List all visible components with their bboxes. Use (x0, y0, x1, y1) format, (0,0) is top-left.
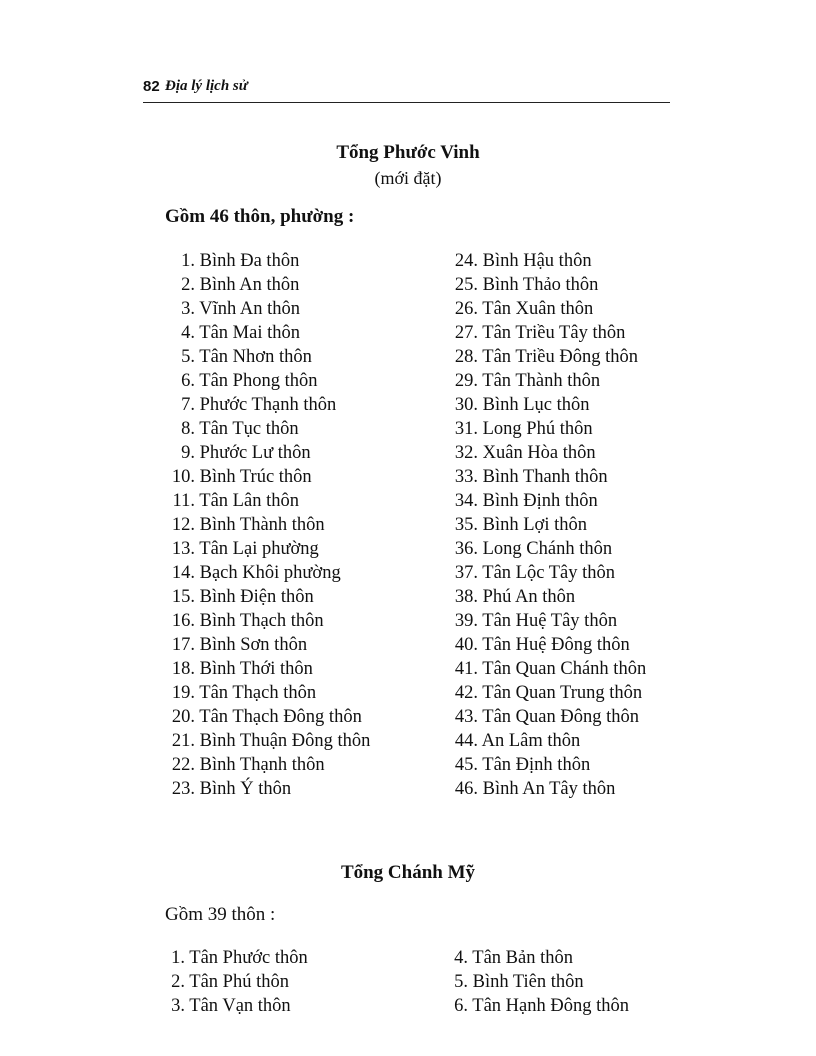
list-item (165, 297, 370, 321)
item-number: 19. (171, 683, 195, 703)
list-item (448, 489, 646, 513)
item-number: 21. (171, 731, 195, 751)
item-name: Tân Thạch thôn (199, 683, 317, 703)
item-name: Bình An Tây thôn (482, 779, 616, 799)
running-header (143, 78, 670, 103)
item-name: Phước Thạnh thôn (199, 395, 337, 415)
list-item (165, 729, 370, 753)
list-item (448, 297, 646, 321)
village-list-right (438, 946, 629, 1018)
item-number: 29. (454, 371, 478, 391)
list-item (448, 753, 646, 777)
item-number: 46. (454, 779, 478, 799)
list-item (165, 705, 370, 729)
item-number: 6. (454, 996, 468, 1016)
list-item (448, 777, 646, 801)
item-name: Bình Lục thôn (482, 395, 590, 415)
list-item (165, 393, 370, 417)
village-list-right (448, 249, 646, 801)
list-item (165, 609, 370, 633)
item-number: 6. (181, 371, 195, 391)
item-number: 28. (454, 347, 478, 367)
list-item (165, 321, 370, 345)
item-number: 20. (171, 707, 195, 727)
item-name: An Lâm thôn (481, 731, 581, 751)
item-name: Tân Lân thôn (199, 491, 299, 511)
list-item (165, 777, 370, 801)
item-name: Bình Thạnh thôn (199, 755, 325, 775)
list-item (448, 585, 646, 609)
item-name: Tân Thạch Đông thôn (199, 707, 362, 727)
item-number: 17. (171, 635, 195, 655)
item-number: 1. (181, 251, 195, 271)
list-item (448, 465, 646, 489)
list-item (155, 946, 308, 970)
item-number: 15. (171, 587, 195, 607)
item-name: Bình Ý thôn (199, 779, 292, 799)
list-item (165, 369, 370, 393)
item-number: 33. (454, 467, 478, 487)
list-item (165, 633, 370, 657)
list-item (165, 489, 370, 513)
item-name: Bình Lợi thôn (482, 515, 587, 535)
running-title: Địa lý lịch sử (165, 78, 248, 94)
section-title-phuoc-vinh: Tổng Phước Vinh (336, 142, 480, 163)
item-name: Tân Lộc Tây thôn (482, 563, 616, 583)
item-name: Tân Lại phường (199, 539, 319, 559)
item-name: Tân Bản thôn (472, 948, 573, 968)
item-number: 10. (171, 467, 195, 487)
item-number: 24. (454, 251, 478, 271)
item-name: Bình Thành thôn (199, 515, 325, 535)
item-name: Tân Định thôn (482, 755, 591, 775)
section-note: (mới đặt) (374, 168, 442, 188)
item-number: 2. (171, 972, 185, 992)
list-item (438, 946, 629, 970)
item-name: Bình Sơn thôn (199, 635, 308, 655)
item-number: 30. (454, 395, 478, 415)
item-number: 4. (181, 323, 195, 343)
item-name: Bình An thôn (199, 275, 300, 295)
item-number: 5. (454, 972, 468, 992)
list-item (448, 513, 646, 537)
item-number: 22. (171, 755, 195, 775)
item-name: Tân Phước thôn (189, 948, 308, 968)
item-number: 39. (454, 611, 478, 631)
list-item (165, 537, 370, 561)
list-item (448, 729, 646, 753)
list-item (448, 609, 646, 633)
list-item (165, 345, 370, 369)
list-item (448, 393, 646, 417)
item-number: 26. (454, 299, 478, 319)
item-name: Vĩnh An thôn (199, 299, 301, 319)
item-number: 44. (454, 731, 478, 751)
item-number: 2. (181, 275, 195, 295)
item-name: Tân Thành thôn (482, 371, 601, 391)
item-name: Bình Điện thôn (199, 587, 314, 607)
item-name: Bình Thanh thôn (482, 467, 608, 487)
list-item (165, 681, 370, 705)
item-name: Tân Quan Đông thôn (482, 707, 640, 727)
list-item (165, 561, 370, 585)
list-item (448, 657, 646, 681)
item-name: Tân Triều Đông thôn (482, 347, 639, 367)
list-item (448, 441, 646, 465)
item-number: 8. (181, 419, 195, 439)
list-item (165, 273, 370, 297)
item-number: 4. (454, 948, 468, 968)
list-item (165, 657, 370, 681)
item-number: 27. (454, 323, 478, 343)
item-number: 31. (454, 419, 478, 439)
section-intro: Gồm 46 thôn, phường : (165, 206, 355, 227)
village-list-left (155, 946, 308, 1018)
list-item (448, 345, 646, 369)
item-number: 40. (454, 635, 478, 655)
item-name: Xuân Hòa thôn (482, 443, 596, 463)
item-name: Bình Tiên thôn (472, 972, 584, 992)
list-item (155, 994, 308, 1018)
item-name: Bình Trúc thôn (199, 467, 312, 487)
item-name: Bình Định thôn (482, 491, 598, 511)
list-item (165, 249, 370, 273)
item-name: Bình Hậu thôn (482, 251, 592, 271)
list-item (438, 994, 629, 1018)
item-name: Bình Thới thôn (199, 659, 313, 679)
list-item (165, 417, 370, 441)
item-number: 45. (454, 755, 478, 775)
item-name: Phú An thôn (482, 587, 576, 607)
item-name: Tân Mai thôn (199, 323, 300, 343)
list-item (448, 705, 646, 729)
item-name: Long Chánh thôn (482, 539, 613, 559)
item-number: 36. (454, 539, 478, 559)
item-number: 9. (181, 443, 195, 463)
item-number: 23. (171, 779, 195, 799)
item-number: 12. (171, 515, 195, 535)
item-name: Bình Thạch thôn (199, 611, 324, 631)
item-number: 42. (454, 683, 478, 703)
item-number: 7. (181, 395, 195, 415)
list-item (448, 633, 646, 657)
item-number: 5. (181, 347, 195, 367)
item-name: Tân Phú thôn (189, 972, 289, 992)
item-number: 43. (454, 707, 478, 727)
item-name: Long Phú thôn (482, 419, 593, 439)
list-item (165, 465, 370, 489)
item-number: 37. (454, 563, 478, 583)
item-name: Tân Huệ Tây thôn (482, 611, 618, 631)
list-item (448, 681, 646, 705)
item-name: Bạch Khôi phường (199, 563, 341, 583)
list-item (165, 753, 370, 777)
list-item (448, 249, 646, 273)
item-number: 25. (454, 275, 478, 295)
list-item (155, 970, 308, 994)
list-item (448, 273, 646, 297)
list-item (448, 369, 646, 393)
item-number: 3. (171, 996, 185, 1016)
item-number: 34. (454, 491, 478, 511)
section-intro: Gồm 39 thôn : (165, 904, 276, 925)
item-name: Bình Thuận Đông thôn (199, 731, 371, 751)
item-name: Tân Triều Tây thôn (482, 323, 626, 343)
list-item (448, 561, 646, 585)
item-name: Tân Nhơn thôn (199, 347, 312, 367)
item-number: 35. (454, 515, 478, 535)
item-name: Bình Đa thôn (199, 251, 300, 271)
section-title-chanh-my: Tổng Chánh Mỹ (340, 862, 476, 883)
item-name: Tân Tục thôn (199, 419, 299, 439)
item-name: Phước Lư thôn (199, 443, 311, 463)
item-number: 38. (454, 587, 478, 607)
item-number: 41. (454, 659, 478, 679)
item-name: Tân Huệ Đông thôn (482, 635, 630, 655)
item-name: Tân Quan Chánh thôn (482, 659, 647, 679)
item-number: 14. (171, 563, 195, 583)
item-number: 11. (172, 491, 195, 511)
list-item (165, 513, 370, 537)
item-name: Bình Thảo thôn (482, 275, 599, 295)
list-item (448, 537, 646, 561)
village-list-left (165, 249, 370, 801)
item-name: Tân Xuân thôn (482, 299, 594, 319)
item-number: 13. (171, 539, 195, 559)
page-number: 82 (143, 78, 160, 95)
list-item (448, 417, 646, 441)
item-number: 1. (171, 948, 185, 968)
item-name: Tân Quan Trung thôn (482, 683, 643, 703)
item-number: 3. (181, 299, 195, 319)
list-item (448, 321, 646, 345)
list-item (165, 585, 370, 609)
item-number: 32. (454, 443, 478, 463)
item-number: 16. (171, 611, 195, 631)
list-item (438, 970, 629, 994)
item-name: Tân Vạn thôn (189, 996, 291, 1016)
item-number: 18. (171, 659, 195, 679)
list-item (165, 441, 370, 465)
item-name: Tân Hạnh Đông thôn (472, 996, 630, 1016)
item-name: Tân Phong thôn (199, 371, 318, 391)
